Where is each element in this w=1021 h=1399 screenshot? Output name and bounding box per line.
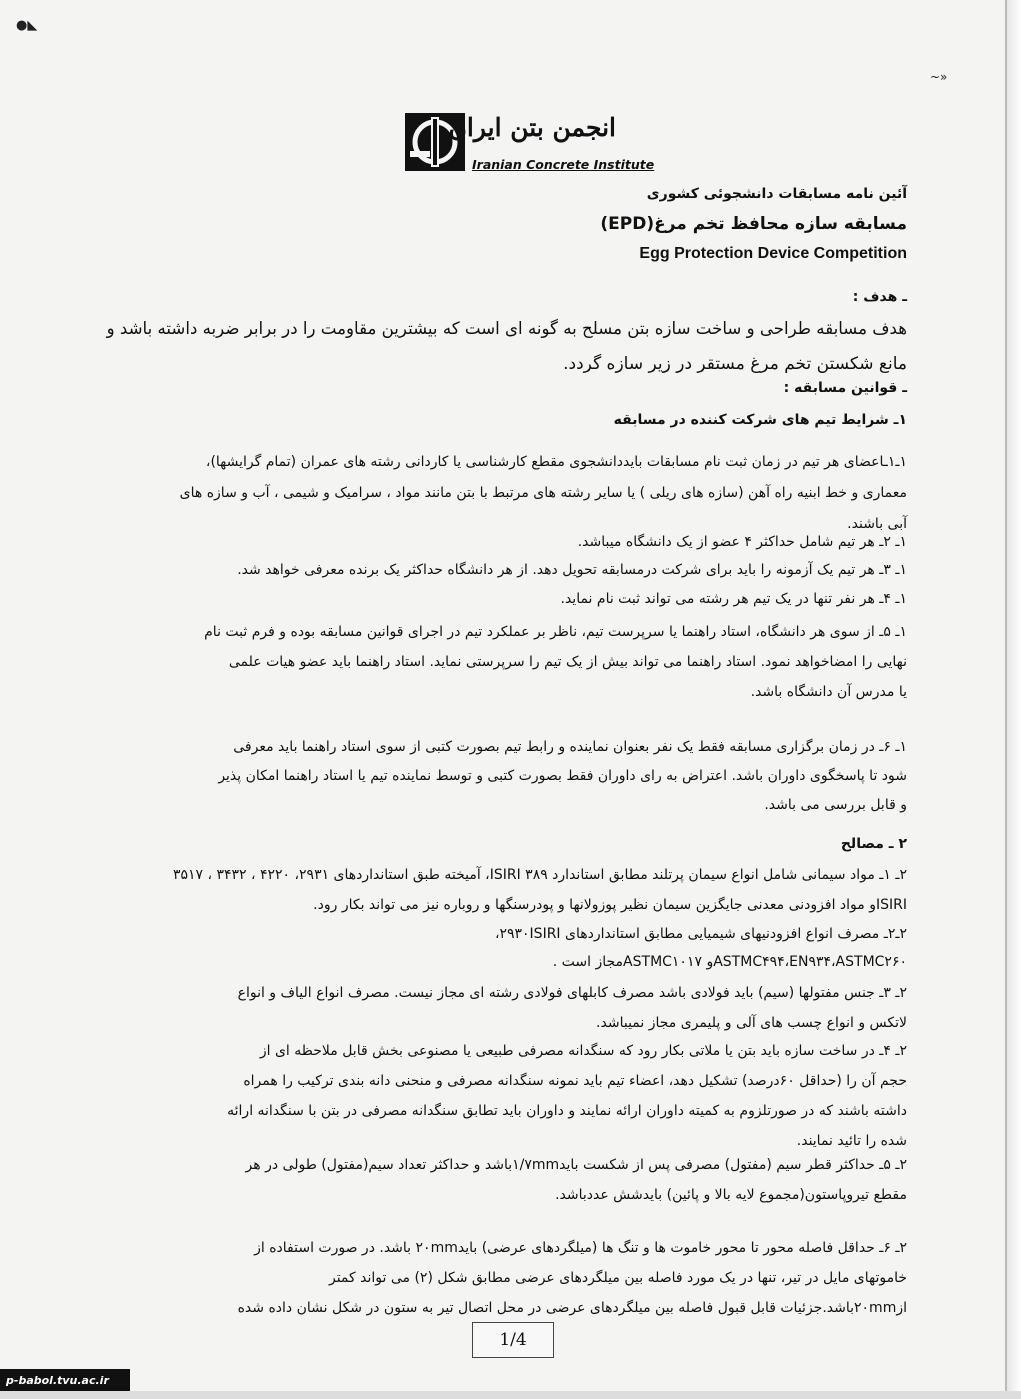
rule-line: از۲۰mmباشد.جزئیات قابل قبول فاصله بین میلگردهای عرضی در محل اتصال تیر به ستون در شکل نشان داده شده (237, 1300, 907, 1316)
rule-1-5 (117, 617, 907, 707)
logo-persian-name: انجمن بتن ایران (448, 113, 616, 142)
page-edge-bottom (0, 1391, 1021, 1399)
rule-2-6 (117, 1233, 907, 1323)
section2-heading: ۲ ـ مصالح (840, 836, 907, 852)
rule-line: آبی باشند. (847, 516, 907, 532)
rule-2-3 (117, 978, 907, 1038)
rule-line: شده را تائید نمایند. (796, 1133, 907, 1149)
goal-line: مانع شکستن تخم مرغ مستقر در زیر سازه گردد. (563, 354, 907, 374)
goal-paragraph (106, 312, 907, 382)
page-edge-right (1005, 0, 1021, 1399)
rule-line: مقطع تیروپاستون(مجموع لایه بالا و پائین) بایدشش عددباشد. (555, 1187, 907, 1203)
rule-line: لاتکس و انواع چسب های آلی و پلیمری مجاز نمیباشد. (596, 1015, 907, 1031)
rule-line: ۱ـ ۶ـ در زمان برگزاری مسابقه فقط یک نفر بعنوان نماینده و رابط تیم بصورت کتبی از سوی استاد راهنما باید معرفی (233, 739, 907, 755)
section1-heading: ۱ـ شرایط تیم های شرکت کننده در مسابقه (613, 412, 907, 428)
logo-english-name: Iranian Concrete Institute (472, 157, 655, 172)
rule-line: حجم آن را (حداقل ۶۰درصد) تشکیل دهد، اعضاء تیم باید نمونه سنگدانه مصرفی و منحنی دانه بندی ترکیب را همراه (243, 1073, 907, 1089)
rule-line: نهایی را امضاخواهد نمود. استاد راهنما می تواند بیش از یک تیم را سرپرستی نماید. استاد راهنما باید عضو هیات علمی (228, 654, 907, 670)
goal-line: هدف مسابقه طراحی و ساخت سازه بتن مسلح به گونه ای است که بیشترین مقاومت را در برابر ضربه داشته باشد و (106, 319, 907, 339)
rule-line: خاموتهای مایل در تیر، تنها در یک مورد فاصله بین میلگردهای عرضی مطابق شکل (۲) می تواند کمتر (328, 1270, 907, 1286)
rule-1-1 (117, 447, 907, 540)
rule-line: داشته باشند که در صورتلزوم به کمیته داوران ارائه نمایند و داوران باید تطابق سنگدانه مصرفی در بتن با سنگدانه ارائه (227, 1103, 907, 1119)
rule-line: و قابل بررسی می باشد. (764, 797, 907, 813)
competition-title-en: Egg Protection Device Competition (639, 245, 907, 262)
rule-1-6 (117, 733, 907, 820)
rule-1-2 (117, 534, 907, 550)
page-number: 1/4 (472, 1322, 554, 1358)
rule-line: ISIRIو مواد افزودنی معدنی جایگزین سیمان نظیر پوزولانها و پودرسنگها و روباره نیز می تواند بکار رود. (313, 897, 907, 913)
competition-title-fa: مسابقه سازه محافظ تخم مرغ(EPD) (600, 214, 907, 234)
rule-line: ASTMC۴۹۴،EN۹۳۴،ASTMC۲۶۰و ASTMC۱۰۱۷مجاز است . (552, 954, 907, 970)
rule-line: معماری و خط ابنیه راه آهن (سازه های ریلی ) یا سایر رشته های مرتبط با بتن مانند مواد ، سرامیک و شیمی ، آب و سازه های (179, 485, 907, 501)
site-watermark: p-babol.tvu.ac.ir (0, 1369, 130, 1391)
regulation-title: آئین نامه مسابقات دانشجوئی کشوری (646, 186, 907, 202)
rule-line: ۲ـ ۳ـ جنس مفتولها (سیم) باید فولادی باشد مصرف کابلهای فولادی رشته ای مجاز نیست. مصرف انواع الیاف و انواع (237, 985, 907, 1001)
institute-logo (404, 111, 655, 179)
rule-2-2 (117, 920, 907, 976)
rule-line: ۲ـ ۶ـ حداقل فاصله محور تا محور خاموت ها و تنگ ها (میلگردهای عرضی) باید۲۰mm باشد. در صورت استفاده از (254, 1240, 907, 1256)
rule-line: ۲ـ ۵ـ حداکثر قطر سیم (مفتول) مصرفی پس از شکست باید۱/۷mmباشد و حداکثر تعداد سیم(مفتول) طولی در هر (245, 1157, 907, 1173)
rule-line: ۲ـ ۴ـ در ساخت سازه باید بتن یا ملاتی بکار رود که سنگدانه مصرفی طبیعی یا مصنوعی بخش قابل ملاحظه ای از (259, 1043, 907, 1059)
rule-2-1 (107, 860, 907, 920)
rule-line: ۱ـ ۵ـ از سوی هر دانشگاه، استاد راهنما یا سرپرست تیم، ناظر بر عملکرد تیم در اجرای قوانین مسابقه بوده و فرم ثبت نام (204, 624, 907, 640)
scan-mark-top-right: ~» (930, 70, 948, 84)
rule-1-3 (117, 562, 907, 578)
rules-heading: ـ قوانین مسابقه : (783, 380, 907, 396)
rule-2-4 (117, 1036, 907, 1156)
rule-line: ۱ـ ۲ـ هر تیم شامل حداکثر ۴ عضو از یک دانشگاه میباشد. (577, 534, 907, 550)
rule-line: شود تا پاسخگوی داوران باشد. اعتراض به رای داوران فقط بصورت کتبی و توسط نماینده تیم یا استاد راهنما امکان پذیر (218, 768, 907, 784)
rule-line: یا مدرس آن دانشگاه باشد. (750, 684, 907, 700)
rule-2-5 (117, 1150, 907, 1210)
scan-mark-top-left: ●◣ (16, 18, 38, 33)
rule-line: ۱ـ ۳ـ هر تیم یک آزمونه را باید برای شرکت درمسابقه تحویل دهد. از هر دانشگاه حداکثر یک برنده معرفی خواهد شد. (237, 562, 907, 578)
goal-heading: ـ هدف : (852, 289, 907, 305)
rule-line: ۲ـ ۱ـ مواد سیمانی شامل انواع سیمان پرتلند مطابق استاندارد ۳۸۹ ISIRI، آمیخته طبق استانداردهای ۲۹۳۱، ۴۲۲۰ ، ۳۴۳۲ ، ۳۵۱۷ (172, 867, 907, 883)
rule-1-4 (117, 591, 907, 607)
rule-line: ۲ـ۲ـ مصرف انواع افزودنیهای شیمیایی مطابق استانداردهای ۲۹۳۰ISIRI، (494, 926, 907, 942)
rule-line: ۱ـ۱ـاعضای هر تیم در زمان ثبت نام مسابقات بایددانشجوی مقطع کارشناسی یا کاردانی رشته های عمران (تمام گرایشها)، (205, 454, 907, 470)
rule-line: ۱ـ ۴ـ هر نفر تنها در یک تیم هر رشته می تواند ثبت نام نماید. (560, 591, 907, 607)
